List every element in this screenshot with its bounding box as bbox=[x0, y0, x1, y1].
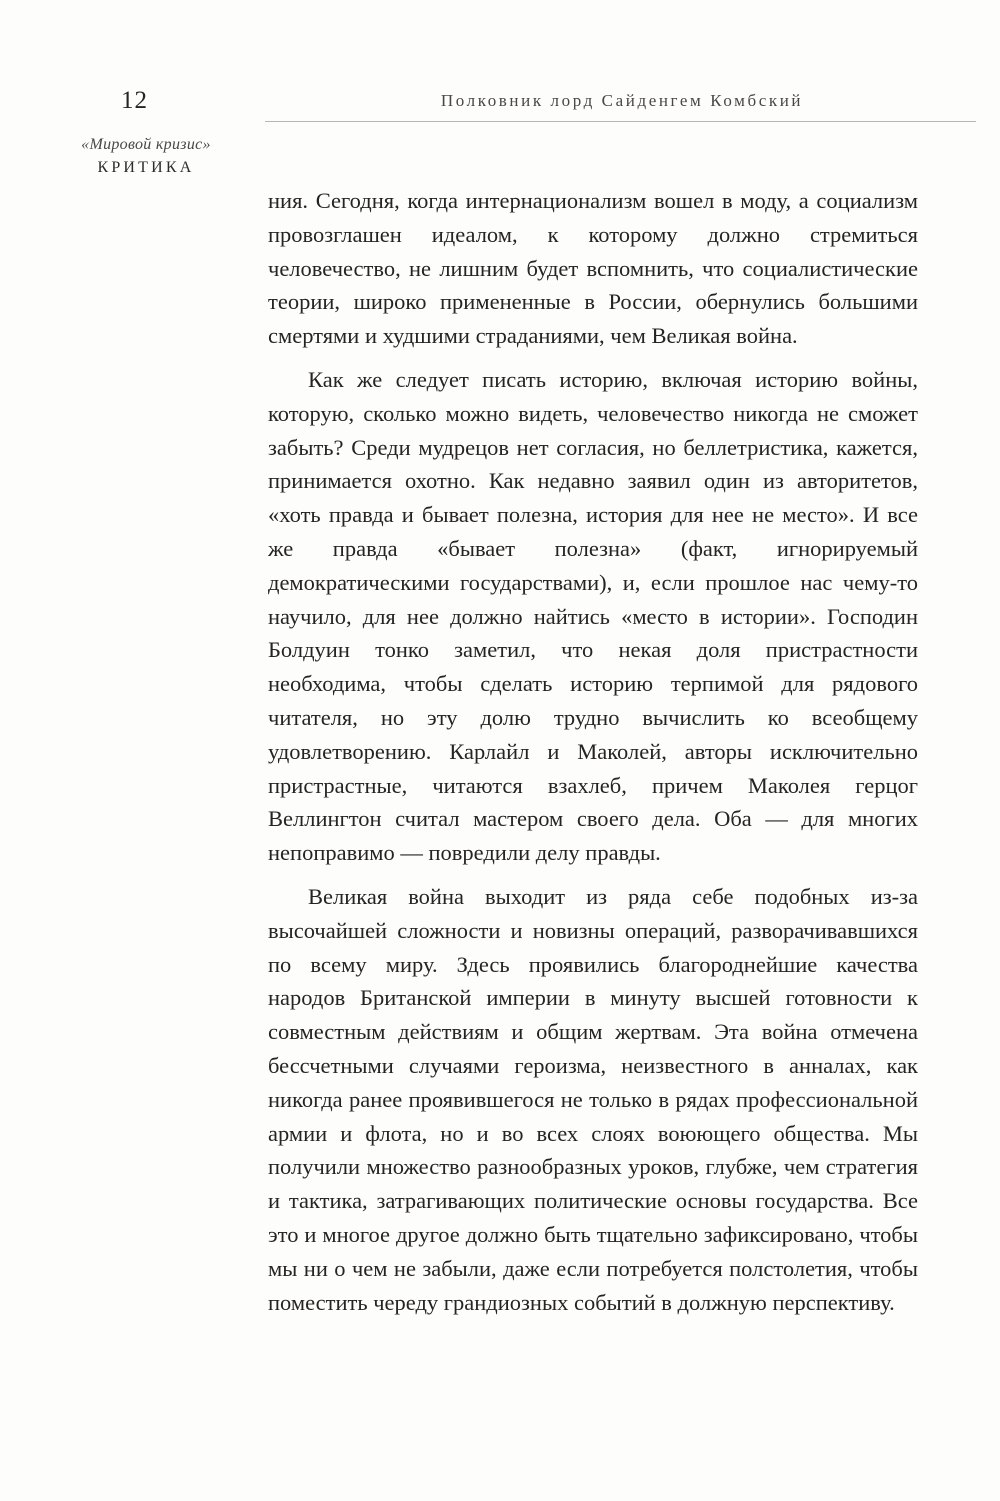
margin-note-section: КРИТИКА bbox=[97, 159, 195, 176]
margin-note-book-title: «Мировой кризис» bbox=[81, 136, 211, 153]
body-text bbox=[268, 184, 918, 1319]
paragraph-3: Великая война выходит из ряда себе подобных из-за высочайшей сложности и новизны операций, разворачивавшихся по всему миру. Здесь проявились благороднейшие качества народов Британской империи в минуту высшей готовности к совместным действиям и общим жертвам. Эта война отмечена бессчетными случаями героизма, неизвестного в анналах, как никогда ранее проявившегося не только в рядах профессиональной армии и флота, но и во всех слоях воюющего общества. Мы получили множество разнообразных уроков, глубже, чем стратегия и тактика, затрагивающих политические основы государства. Все это и многое другое должно быть тщательно зафиксировано, чтобы мы ни о чем не забыли, даже если потребуется полстолетия, чтобы поместить череду грандиозных событий в должную перспективу. bbox=[268, 883, 918, 1315]
running-title: Полковник лорд Сайденгем Комбский bbox=[440, 91, 804, 110]
paragraph-1: ния. Сегодня, когда интернационализм вошел в моду, а социализм провозглашен идеалом, к которому должно стремиться человечество, не лишним будет вспомнить, что социалистические теории, широко примененные в России, обернулись большими смертями и худшими страданиями, чем Великая война. bbox=[268, 188, 918, 349]
page-number: 12 bbox=[121, 87, 148, 114]
margin-note bbox=[52, 136, 240, 177]
header-divider bbox=[265, 121, 976, 122]
paragraph-2: Как же следует писать историю, включая историю войны, которую, сколько можно видеть, человечество никогда не сможет забыть? Среди мудрецов нет согласия, но беллетристика, кажется, принимается охотно. Как недавно заявил один из авторитетов, «хоть правда и бывает полезна, история для нее не место». И все же правда «бывает полезна» (факт, игнорируемый демократическими государствами), и, если прошлое нас чему-то научило, для нее должно найтись «место в истории». Господин Болдуин тонко заметил, что некая доля пристрастности необходима, чтобы сделать историю терпимой для рядового читателя, но эту долю трудно вычислить ко всеобщему удовлетворению. Карлайл и Маколей, авторы исключительно пристрастные, читаются взахлеб, причем Маколея герцог Веллингтон считал мастером своего дела. Оба — для многих непоправимо — повредили делу правды. bbox=[268, 366, 918, 866]
